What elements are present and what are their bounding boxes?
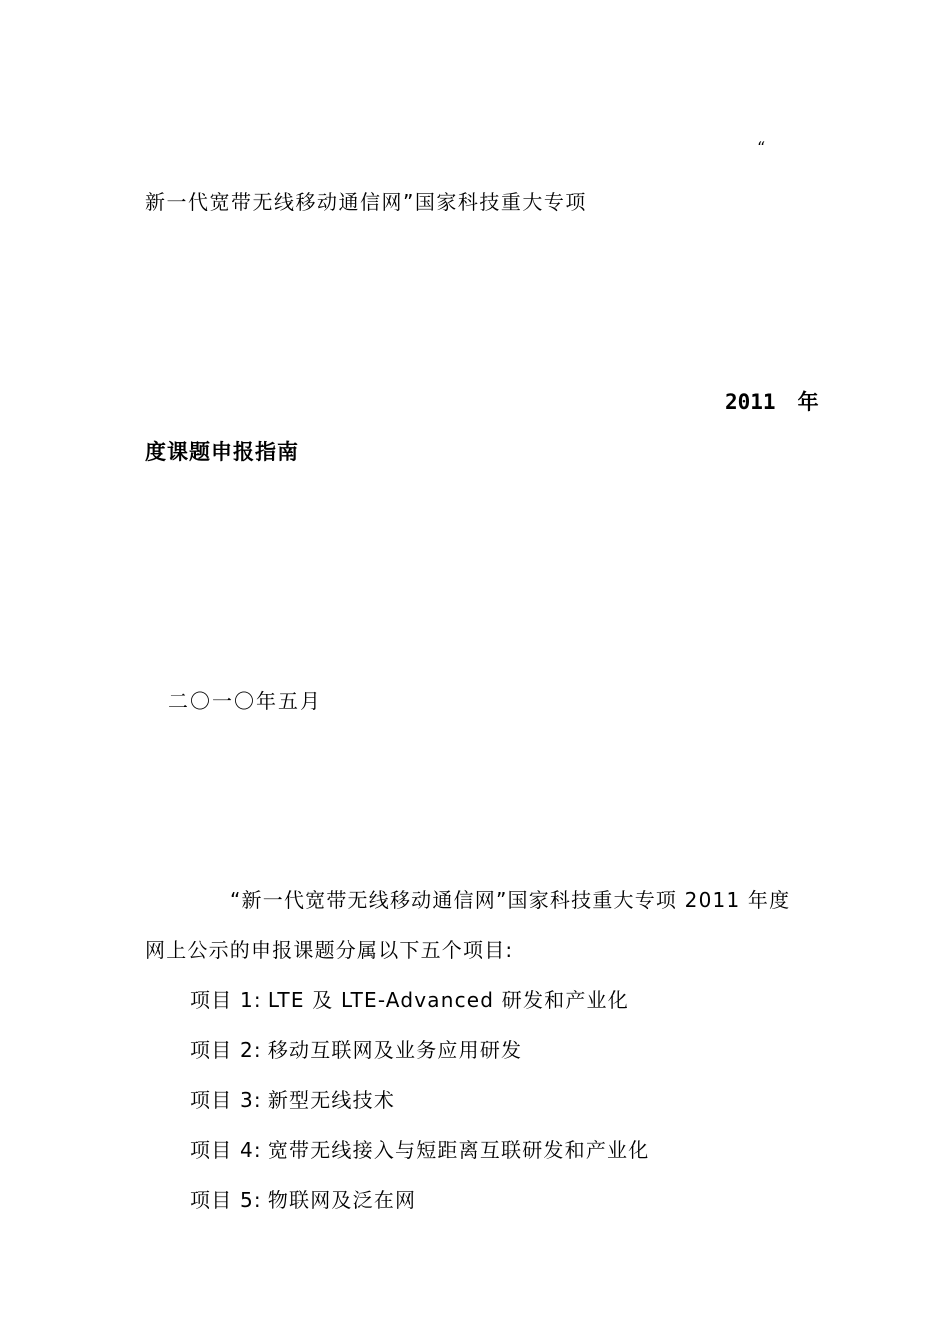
project-label: 项目 5: (190, 1188, 262, 1212)
document-date: 二〇一〇年五月 (168, 689, 322, 713)
project-name: 移动互联网及业务应用研发 (267, 1038, 523, 1062)
year-number: 2011 (725, 390, 776, 414)
document-title: 新一代宽带无线移动通信网”国家科技重大专项 (145, 190, 587, 214)
project-name: 物联网及泛在网 (267, 1188, 417, 1212)
intro-paragraph-line-2: 网上公示的申报课题分属以下五个项目: (145, 938, 514, 962)
project-name: 宽带无线接入与短距离互联研发和产业化 (267, 1138, 650, 1162)
project-item (190, 1084, 395, 1113)
project-label: 项目 2: (190, 1038, 262, 1062)
year-char: 年 (797, 390, 819, 414)
project-label: 项目 3: (190, 1088, 262, 1112)
project-name: 新型无线技术 (267, 1088, 396, 1112)
title-open-quote: “ (757, 138, 766, 157)
document-subtitle: 度课题申报指南 (145, 440, 299, 464)
project-name: LTE 及 LTE-Advanced 研发和产业化 (267, 988, 629, 1012)
year-heading (725, 386, 819, 416)
project-item (190, 1184, 416, 1213)
project-item (190, 1134, 649, 1163)
project-label: 项目 1: (190, 988, 262, 1012)
intro-paragraph-line-1: “新一代宽带无线移动通信网”国家科技重大专项 2011 年度 (230, 888, 791, 912)
project-item (190, 1034, 522, 1063)
project-label: 项目 4: (190, 1138, 262, 1162)
project-item (190, 984, 629, 1013)
